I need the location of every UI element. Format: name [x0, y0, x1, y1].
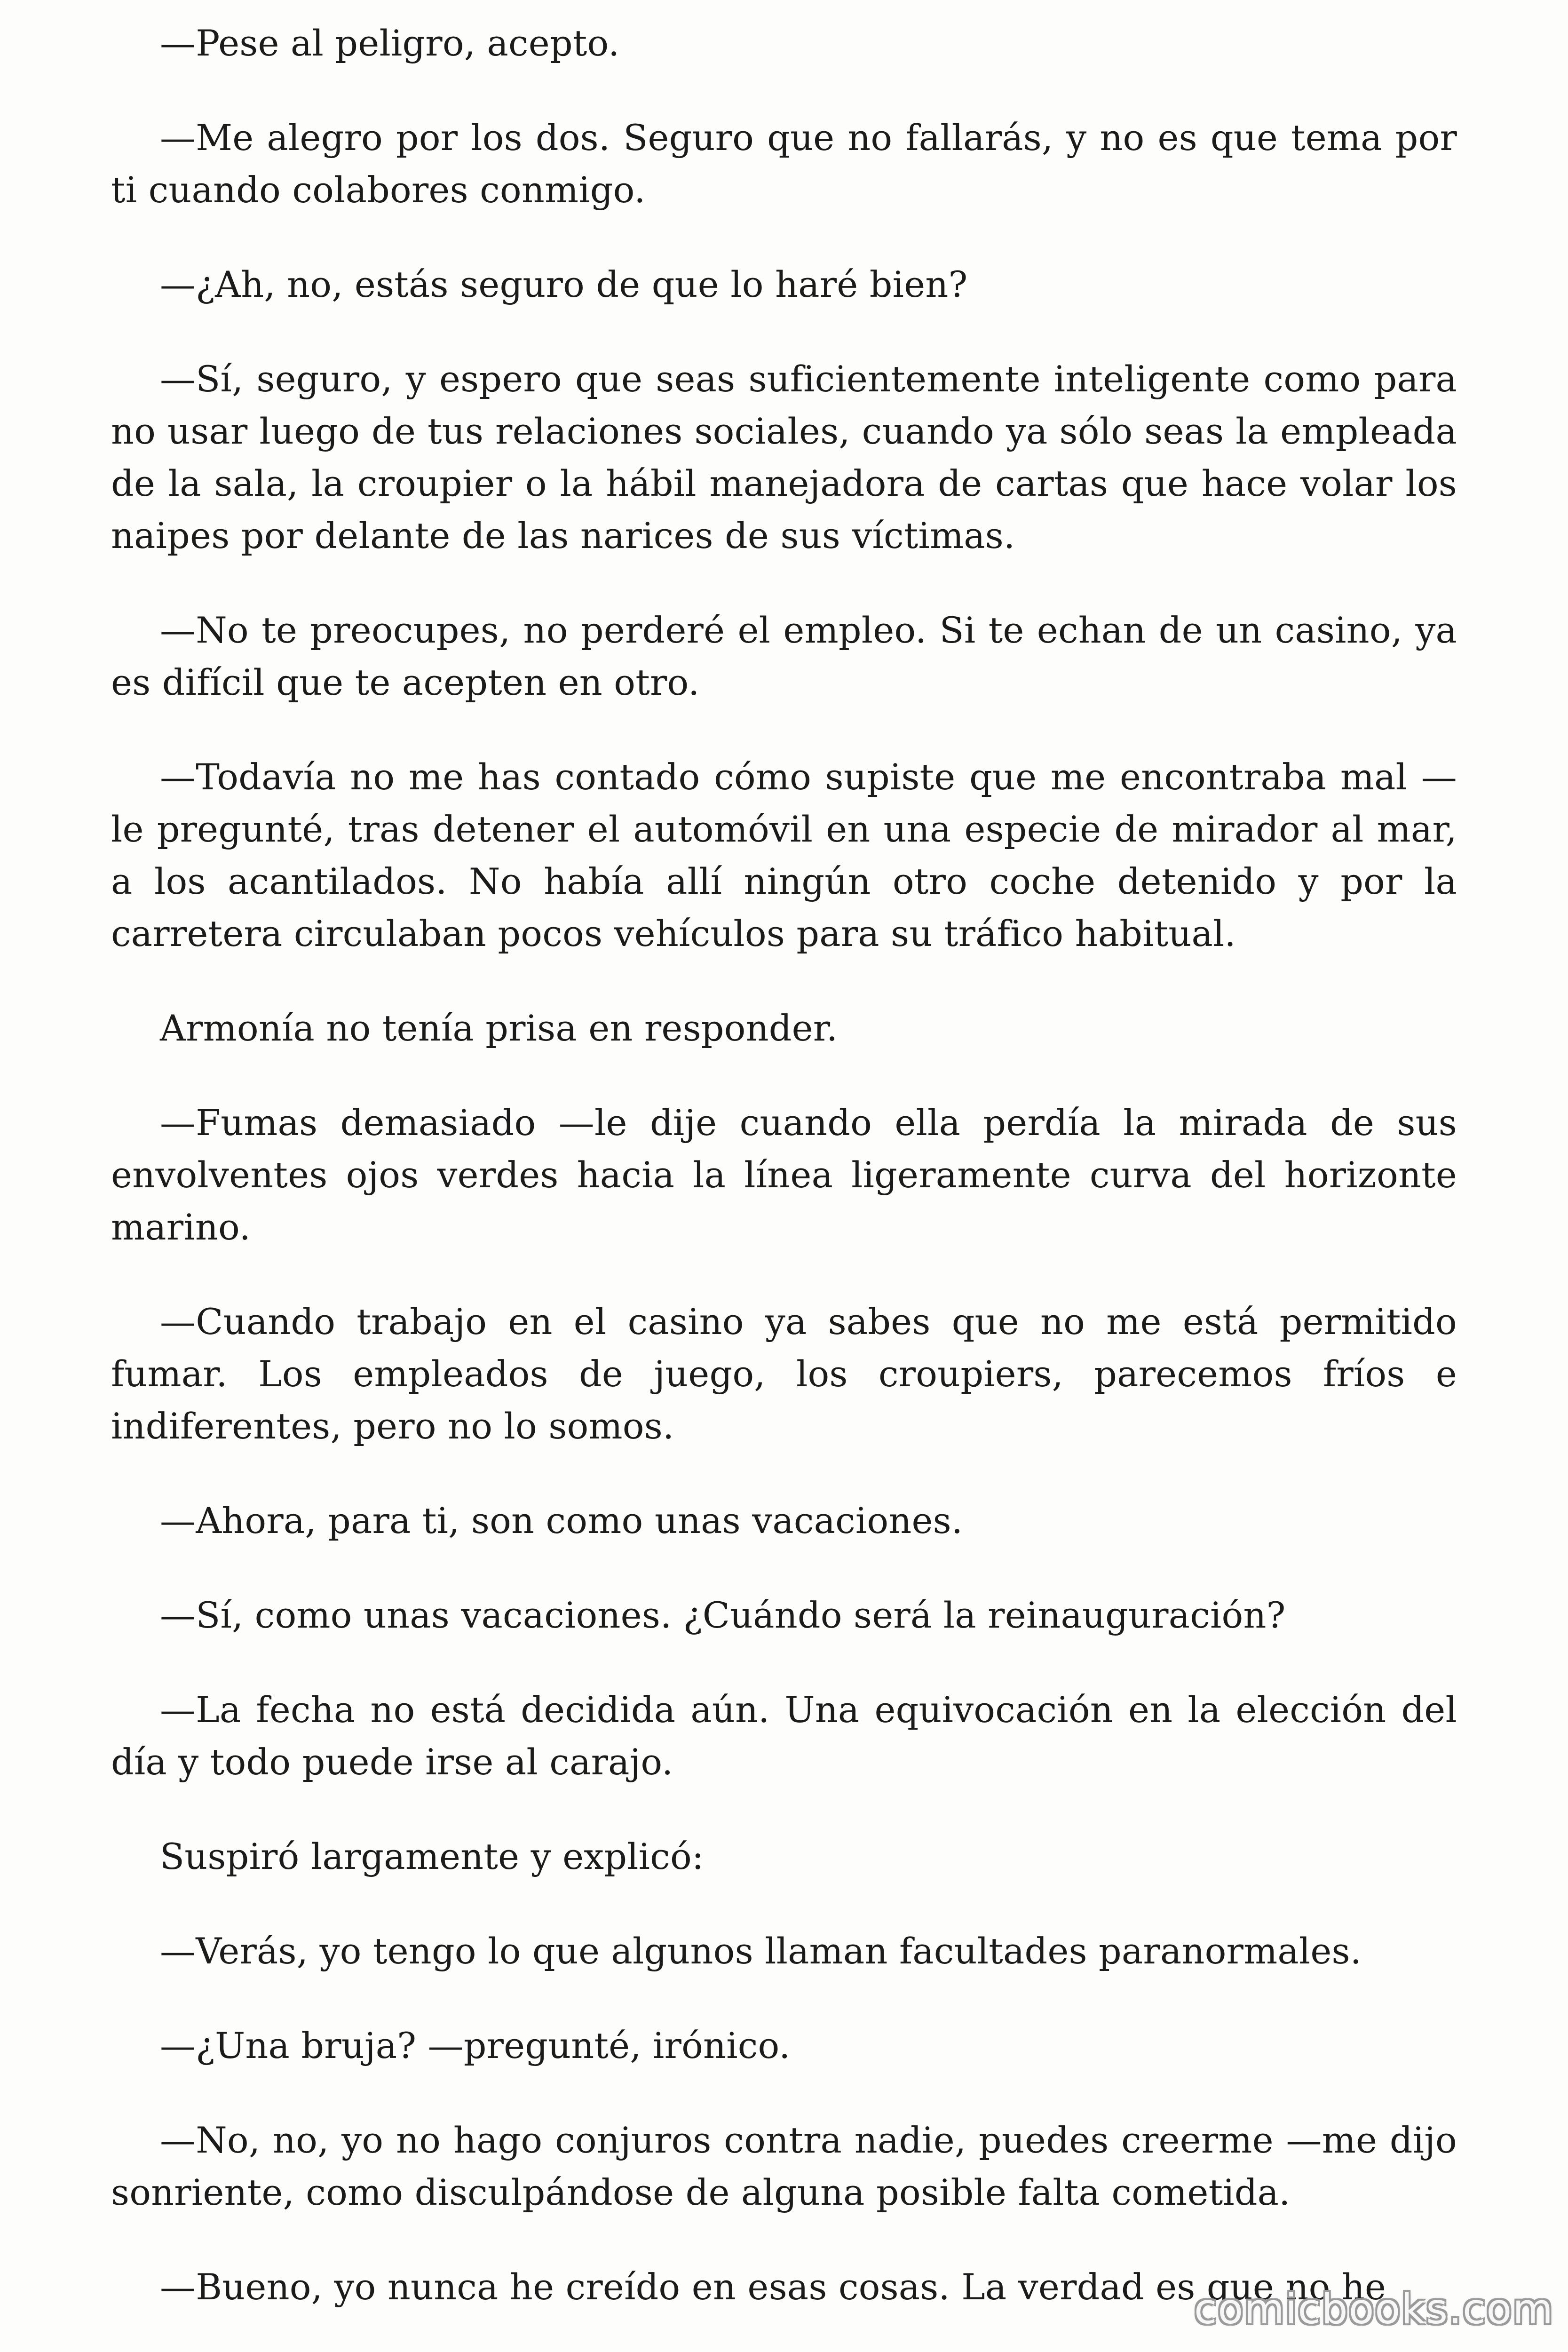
paragraph-truncated: —Bueno, yo nunca he creído en esas cosas. La verdad es que no he [160, 2266, 1386, 2308]
paragraph: —Pese al peligro, acepto. [160, 22, 620, 64]
paragraph: —Verás, yo tengo lo que algunos llaman facultades paranormales. [160, 1930, 1362, 1972]
paragraph: Suspiró largamente y explicó: [160, 1836, 704, 1877]
paragraph: —Sí, como unas vacaciones. ¿Cuándo será la reinauguración? [160, 1594, 1286, 1636]
paragraph: —No, no, yo no hago conjuros contra nadie, puedes creerme —me dijo sonriente, como disculpándose de alguna posible falta cometida. [111, 2119, 1457, 2213]
paragraph: —Cuando trabajo en el casino ya sabes que no me está permitido fumar. Los empleados de juego, los croupiers, parecemos fríos e indiferentes, pero no lo somos. [111, 1301, 1457, 1447]
paragraph: —¿Una bruja? —pregunté, irónico. [160, 2025, 791, 2066]
paragraph: —Ahora, para ti, son como unas vacaciones. [160, 1500, 963, 1542]
paragraph: —No te preocupes, no perderé el empleo. Si te echan de un casino, ya es difícil que te acepten en otro. [111, 609, 1457, 703]
paragraph: —Sí, seguro, y espero que seas suficientemente inteligente como para no usar luego de tus relaciones sociales, cuando ya sólo seas la empleada de la sala, la croupier o la hábil manejadora de cartas que hace volar los naipes por delante de las narices de sus víctimas. [111, 358, 1457, 556]
watermark-logo: comicbooks.com [1194, 2285, 1554, 2333]
paragraph: —Me alegro por los dos. Seguro que no fallarás, y no es que tema por ti cuando colabores conmigo. [111, 117, 1457, 211]
text-column [111, 17, 1457, 2313]
paragraph: Armonía no tenía prisa en responder. [160, 1007, 838, 1049]
paragraph: —Todavía no me has contado cómo supiste que me encontraba mal —le pregunté, tras detener el automóvil en una especie de mirador al mar, a los acantilados. No había allí ningún otro coche detenido y por la carretera circulaban pocos vehículos para su tráfico habitual. [111, 756, 1457, 954]
paragraph: —¿Ah, no, estás seguro de que lo haré bien? [160, 263, 968, 305]
paragraph: —La fecha no está decidida aún. Una equivocación en la elección del día y todo puede irse al carajo. [111, 1689, 1457, 1783]
paragraph: —Fumas demasiado —le dije cuando ella perdía la mirada de sus envolventes ojos verdes hacia la línea ligeramente curva del horizonte marino. [111, 1102, 1457, 1248]
